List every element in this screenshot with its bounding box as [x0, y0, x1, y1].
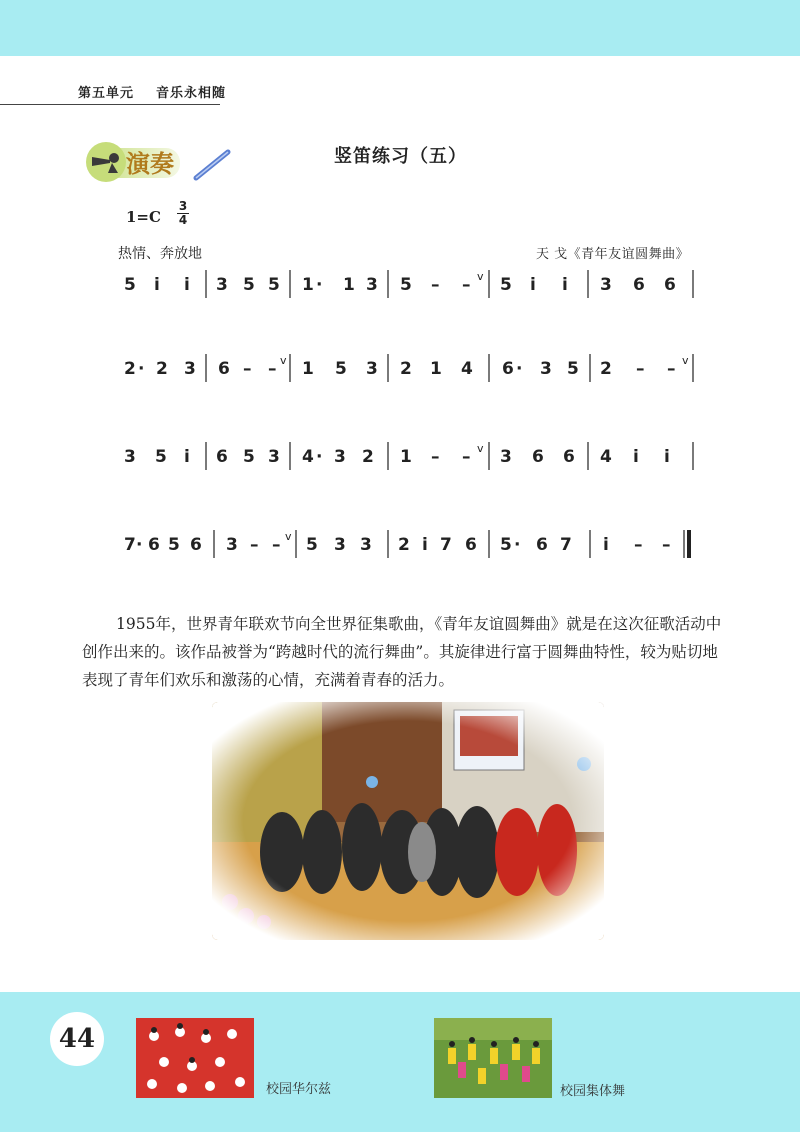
score-note: 1 — [343, 275, 355, 295]
caption-waltz: 校园华尔兹 — [266, 1082, 332, 1097]
unit-number: 第五单元 — [78, 86, 135, 101]
score-note: 6 — [502, 359, 514, 379]
score-note: 5 — [500, 275, 512, 295]
score-note: 3 — [540, 359, 552, 379]
score-note: 2 — [600, 359, 612, 379]
score-note: i — [562, 275, 568, 295]
score-note: 5 — [306, 535, 318, 555]
score-note: i — [184, 447, 190, 467]
score-note: – — [268, 359, 277, 379]
score-note: · — [136, 535, 143, 555]
score-note: 2 — [156, 359, 168, 379]
score-note: 2 — [400, 359, 412, 379]
score-note: 3 — [226, 535, 238, 555]
waltz-photo — [136, 1018, 254, 1098]
score-note: 3 — [268, 447, 280, 467]
score-note: – — [431, 447, 440, 467]
score-note: 2 — [124, 359, 136, 379]
score-note: 6 — [532, 447, 544, 467]
dance-photo — [212, 702, 604, 940]
score-note: 5 — [124, 275, 136, 295]
score-note: 5 — [243, 447, 255, 467]
score-note: i — [664, 447, 670, 467]
unit-name: 音乐永相随 — [156, 86, 227, 101]
score-note: · — [516, 359, 523, 379]
score-note: 3 — [334, 447, 346, 467]
bottom-band — [0, 992, 800, 1132]
score-note: 3 — [334, 535, 346, 555]
score-note: – — [243, 359, 252, 379]
caption-group-dance: 校园集体舞 — [560, 1084, 626, 1099]
recorder-icon — [192, 148, 232, 182]
score-note: 1 — [400, 447, 412, 467]
score-note: 7 — [440, 535, 452, 555]
score-note: – — [462, 275, 471, 295]
composer-credit: 天 戈《青年友谊圆舞曲》 — [536, 247, 690, 262]
score-note: – — [667, 359, 676, 379]
score-note: 1 — [430, 359, 442, 379]
score-note: i — [633, 447, 639, 467]
score-note: 2 — [362, 447, 374, 467]
page-number: 44 — [50, 1012, 104, 1066]
tempo-marking: 热情、奔放地 — [118, 246, 202, 262]
score-note: 7 — [124, 535, 136, 555]
score-note: – — [462, 447, 471, 467]
score-note: 5 — [567, 359, 579, 379]
breath-mark: v — [477, 270, 484, 283]
score-note: · — [316, 275, 323, 295]
top-band — [0, 0, 800, 56]
score-note: 1 — [302, 275, 314, 295]
score-note: i — [184, 275, 190, 295]
score-note: – — [636, 359, 645, 379]
header-rule — [0, 104, 220, 105]
unit-header — [78, 82, 248, 101]
score-note: i — [422, 535, 428, 555]
piece-title: 竖笛练习（五） — [334, 146, 467, 167]
score-note: 5 — [500, 535, 512, 555]
meter-top: 3 — [178, 199, 188, 213]
score-note: 3 — [184, 359, 196, 379]
score-note: – — [272, 535, 281, 555]
score-note: i — [603, 535, 609, 555]
score-note: – — [250, 535, 259, 555]
score-note: 6 — [218, 359, 230, 379]
time-signature — [176, 200, 190, 227]
score-note: – — [431, 275, 440, 295]
score-note: 6 — [216, 447, 228, 467]
intro-paragraph: 1955年，世界青年联欢节向全世界征集歌曲，《青年友谊圆舞曲》就是在这次征歌活动中创作出来的。该作品被誉为“跨越时代的流行舞曲”。其旋律进行富于圆舞曲特性，较为贴切地表现了青年们欢乐和激荡的心情，充满着青春的活力。 — [82, 615, 722, 689]
score-note: 6 — [190, 535, 202, 555]
breath-mark: v — [477, 442, 484, 455]
score-note: 5 — [168, 535, 180, 555]
score-note: 1 — [302, 359, 314, 379]
score-note: 3 — [600, 275, 612, 295]
score-note: · — [514, 535, 521, 555]
score-note: 3 — [124, 447, 136, 467]
trumpet-icon — [90, 151, 124, 175]
score-note: 5 — [155, 447, 167, 467]
score-note: i — [154, 275, 160, 295]
score-note: 6 — [664, 275, 676, 295]
score-note: 3 — [366, 359, 378, 379]
group-dance-photo — [434, 1018, 552, 1098]
score-note: – — [662, 535, 671, 555]
score-note: 4 — [461, 359, 473, 379]
score-note: 5 — [335, 359, 347, 379]
badge-label: 演奏 — [126, 149, 174, 178]
score-note: 6 — [536, 535, 548, 555]
score-note: 4 — [600, 447, 612, 467]
breath-mark: v — [682, 354, 689, 367]
score-note: 3 — [360, 535, 372, 555]
score-note: 6 — [148, 535, 160, 555]
score-note: 4 — [302, 447, 314, 467]
key-signature: 1=C — [126, 208, 161, 226]
score-note: 3 — [366, 275, 378, 295]
score-note: 6 — [563, 447, 575, 467]
score-note: 2 — [398, 535, 410, 555]
breath-mark: v — [285, 530, 292, 543]
score-note: 6 — [633, 275, 645, 295]
score-note: 5 — [268, 275, 280, 295]
score-note: · — [316, 447, 323, 467]
perform-badge — [86, 142, 186, 182]
meter-bottom: 4 — [178, 213, 188, 227]
score-note: · — [138, 359, 145, 379]
score-note: 6 — [465, 535, 477, 555]
score-note: 3 — [500, 447, 512, 467]
score-note: 7 — [560, 535, 572, 555]
score-note: 5 — [243, 275, 255, 295]
score-note: 5 — [400, 275, 412, 295]
score-note: i — [530, 275, 536, 295]
score-note: 3 — [216, 275, 228, 295]
score-note: – — [634, 535, 643, 555]
breath-mark: v — [280, 354, 287, 367]
